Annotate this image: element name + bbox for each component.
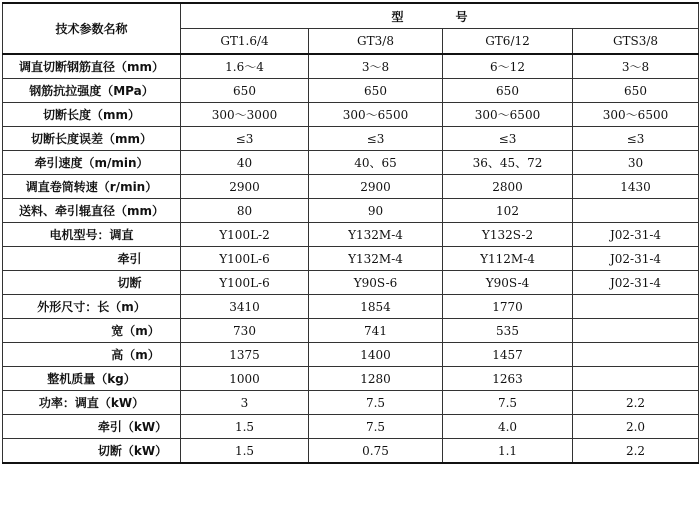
table-row [3, 295, 699, 319]
table-cell: ≤3 [181, 127, 309, 151]
table-row [3, 271, 699, 295]
table-cell: 741 [309, 319, 443, 343]
table-cell: Y132M-4 [309, 247, 443, 271]
table-cell: Y100L-6 [181, 247, 309, 271]
table-cell: Y100L-2 [181, 223, 309, 247]
table-cell: 650 [309, 79, 443, 103]
table-cell: 300～6500 [309, 103, 443, 127]
table-row [3, 415, 699, 439]
table-cell: 1.5 [181, 439, 309, 464]
table-cell [573, 343, 699, 367]
table-cell: ≤3 [309, 127, 443, 151]
table-cell: 1.6～4 [181, 54, 309, 79]
table-cell: 1000 [181, 367, 309, 391]
table-cell: 3410 [181, 295, 309, 319]
table-row [3, 199, 699, 223]
table-cell: Y100L-6 [181, 271, 309, 295]
table-cell: J02-31-4 [573, 271, 699, 295]
table-cell [573, 295, 699, 319]
table-cell: ≤3 [573, 127, 699, 151]
table-cell: 3 [181, 391, 309, 415]
row-label: 高（m） [3, 343, 181, 367]
table-cell: 535 [443, 319, 573, 343]
row-label: 送料、牵引辊直径（mm） [3, 199, 181, 223]
table-cell: Y90S-4 [443, 271, 573, 295]
row-label: 外形尺寸：长（m） [3, 295, 181, 319]
table-row [3, 79, 699, 103]
row-label: 牵引速度（m/min） [3, 151, 181, 175]
table-cell: 2800 [443, 175, 573, 199]
table-cell: Y132S-2 [443, 223, 573, 247]
table-row [3, 223, 699, 247]
spec-table [2, 2, 699, 464]
table-cell: Y112M-4 [443, 247, 573, 271]
table-cell: 1400 [309, 343, 443, 367]
table-row [3, 391, 699, 415]
table-cell: 650 [443, 79, 573, 103]
table-cell: 1280 [309, 367, 443, 391]
table-cell: 650 [181, 79, 309, 103]
table-cell: 4.0 [443, 415, 573, 439]
table-cell: 40 [181, 151, 309, 175]
table-cell: 1430 [573, 175, 699, 199]
table-cell: 40、65 [309, 151, 443, 175]
table-cell: 0.75 [309, 439, 443, 464]
table-cell: 36、45、72 [443, 151, 573, 175]
table-row [3, 439, 699, 464]
row-label: 钢筋抗拉强度（MPa） [3, 79, 181, 103]
table-cell: 30 [573, 151, 699, 175]
table-cell: J02-31-4 [573, 223, 699, 247]
table-row [3, 175, 699, 199]
row-label: 切断长度误差（mm） [3, 127, 181, 151]
table-cell: 7.5 [309, 415, 443, 439]
table-cell: 7.5 [443, 391, 573, 415]
table-row [3, 247, 699, 271]
table-cell: 3～8 [573, 54, 699, 79]
model-header: GT3/8 [309, 29, 443, 55]
row-label: 功率：调直（kW） [3, 391, 181, 415]
row-label: 切断长度（mm） [3, 103, 181, 127]
table-cell: 102 [443, 199, 573, 223]
table-cell: Y90S-6 [309, 271, 443, 295]
row-label: 调直切断钢筋直径（mm） [3, 54, 181, 79]
table-cell [573, 367, 699, 391]
table-cell: 300～6500 [443, 103, 573, 127]
table-cell: 2.0 [573, 415, 699, 439]
table-cell: 1375 [181, 343, 309, 367]
table-cell: 7.5 [309, 391, 443, 415]
row-label: 切断（kW） [3, 439, 181, 464]
table-row [3, 54, 699, 79]
row-label: 切断 [3, 271, 181, 295]
table-cell: 2900 [181, 175, 309, 199]
row-label: 宽（m） [3, 319, 181, 343]
table-cell [573, 319, 699, 343]
table-cell: ≤3 [443, 127, 573, 151]
table-row [3, 319, 699, 343]
table-cell: 1770 [443, 295, 573, 319]
row-label: 电机型号：调直 [3, 223, 181, 247]
table-cell: 1.5 [181, 415, 309, 439]
table-row [3, 103, 699, 127]
row-label: 整机质量（kg） [3, 367, 181, 391]
table-row [3, 367, 699, 391]
table-cell: J02-31-4 [573, 247, 699, 271]
table-row [3, 127, 699, 151]
table-cell: 650 [573, 79, 699, 103]
table-cell: 6～12 [443, 54, 573, 79]
table-cell: 1263 [443, 367, 573, 391]
row-label: 牵引（kW） [3, 415, 181, 439]
table-cell [573, 199, 699, 223]
table-cell: 730 [181, 319, 309, 343]
table-cell: 2900 [309, 175, 443, 199]
model-header: GT6/12 [443, 29, 573, 55]
model-header: GT1.6/4 [181, 29, 309, 55]
table-cell: 2.2 [573, 439, 699, 464]
table-cell: Y132M-4 [309, 223, 443, 247]
table-row [3, 151, 699, 175]
table-cell: 90 [309, 199, 443, 223]
table-cell: 1.1 [443, 439, 573, 464]
table-row [3, 343, 699, 367]
header-row-1 [3, 3, 699, 29]
table-cell: 1457 [443, 343, 573, 367]
table-cell: 3～8 [309, 54, 443, 79]
table-cell: 80 [181, 199, 309, 223]
table-cell: 1854 [309, 295, 443, 319]
model-header: GTS3/8 [573, 29, 699, 55]
param-header: 技术参数名称 [3, 3, 181, 54]
row-label: 牵引 [3, 247, 181, 271]
table-cell: 300～3000 [181, 103, 309, 127]
model-group-header: 型 号 [181, 3, 699, 29]
row-label: 调直卷筒转速（r/min） [3, 175, 181, 199]
table-cell: 2.2 [573, 391, 699, 415]
table-cell: 300～6500 [573, 103, 699, 127]
